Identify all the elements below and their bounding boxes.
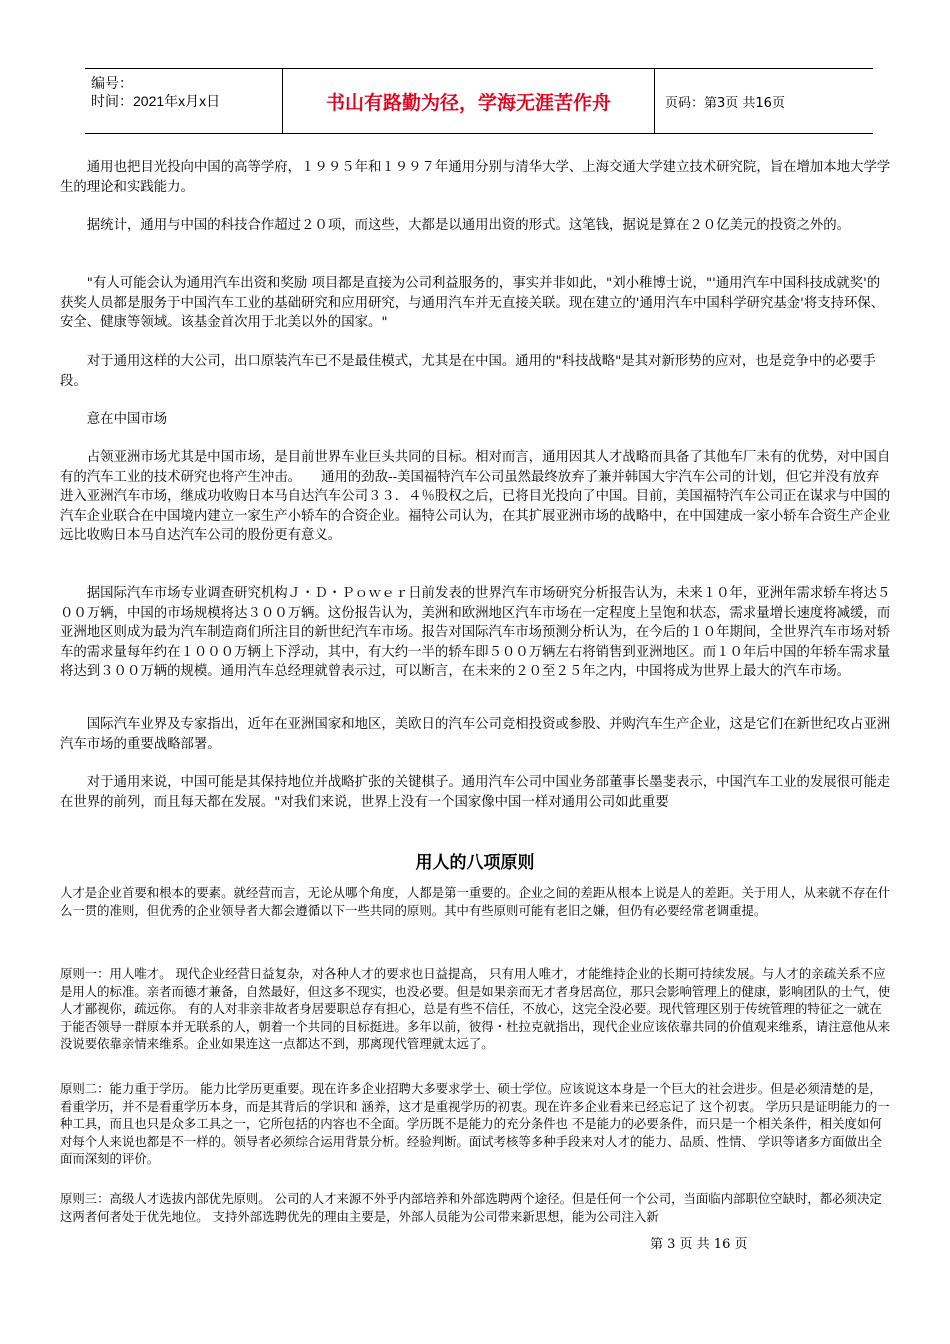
principle-two: 原则二：能力重于学历。 能力比学历更重要。现在许多企业招聘大多要求学士、硕士学位。应该说这本身是一个巨大的社会进步。但是必须清楚的是，看重学历，并不是看重学历本身，而是其背后的学识和 涵养，这才是重视学历的初衷。现在许多企业看来已经忘记了 这个初衷。 学历只是证明能力的一种工具，而且也只是众多工具之一，它所包括的内容也不全面。学历既不是能力的充分条件也 不是能力的必要条件，而只是一个相关条件，相关度如何对每个人来说也都是不一样的。领导者必须综合运用背景分析。经验判断。面试考核等多种手段来对人才的能力、品质、性情、 学识等诸多方面做出全面而深刻的评价。 bbox=[60, 1081, 890, 1166]
header-page-info: 页码：第3页 共16页 bbox=[665, 95, 785, 111]
paragraph-5: 占领亚洲市场尤其是中国市场，是目前世界车业巨头共同的目标。相对而言，通用因其人才战略而具备了其他车厂未有的优势，对中国自有的汽车工业的技术研究也将产生冲击。 通用的劲敌--美国福特汽车公司虽然最终放弃了兼并韩国大宇汽车公司的计划，但它并没有放弃进入亚洲汽车市场，继成功收购日本马自达汽车公司３３．４％股权之后，已将目光投向了中国。目前，美国福特汽车公司正在谋求与中国的汽车企业联合在中国境内建立一家生产小轿车的合资企业。福特公司认为，在其扩展亚洲市场的战略中，在中国建成一家小轿车合资生产企业远比收购日本马自达汽车公司的股份更有意义。 bbox=[60, 450, 891, 543]
paragraph-3: "有人可能会认为通用汽车出资和奖励 项目都是直接为公司利益服务的，事实并非如此，"刘小稚博士说，"'通用汽车中国科技成就奖'的获奖人员都是服务于中国汽车工业的基础研究和应用研究，与通用汽车并无直接关联。现在建立的'通用汽车中国科学研究基金'将支持环保、安全、健康等领域。该基金首次用于北美以外的国家。" bbox=[60, 276, 885, 330]
section-title: 用人的八项原则 bbox=[415, 853, 535, 873]
paragraph-2: 据统计，通用与中国的科技合作超过２０项，而这些，大都是以通用出资的形式。这笔钱，据说是算在２０亿美元的投资之外的。 bbox=[86, 218, 851, 233]
header-number-label: 编号： bbox=[91, 75, 133, 91]
header-time-label: 时间：2021年x月x日 bbox=[91, 93, 221, 109]
paragraph-1: 通用也把目光投向中国的高等学府，１９９５年和１９９７年通用分别与清华大学、上海交通大学建立技术研究院，旨在增加本地大学学生的理论和实践能力。 bbox=[60, 160, 891, 195]
page-header bbox=[85, 68, 873, 134]
header-motto: 书山有路勤为径，学海无涯苦作舟 bbox=[282, 69, 655, 133]
subheading-china-market: 意在中国市场 bbox=[86, 412, 168, 427]
principle-three: 原则三：高级人才选拔内部优先原则。 公司的人才来源不外乎内部培养和外部选聘两个途径。但是任何一个公司，当面临内部职位空缺时，都必须决定这两者何者处于优先地位。 支持外部选聘优先的理由主要是，外部人员能为公司带来新思想，能为公司注入新 bbox=[60, 1191, 882, 1224]
paragraph-4: 对于通用这样的大公司，出口原装汽车已不是最佳模式，尤其是在中国。通用的"科技战略"是其对新形势的应对，也是竞争中的必要手段。 bbox=[60, 354, 876, 389]
header-meta bbox=[85, 69, 282, 133]
principles-intro: 人才是企业首要和根本的要素。就经营而言，无论从哪个角度，人都是第一重要的。企业之间的差距从根本上说是人的差距。关于用人，从来就不存在什么一贯的准则，但优秀的企业领导者大都会遵循以下一些共同的原则。其中有些原则可能有老旧之嫌，但仍有必要经常老调重提。 bbox=[60, 885, 891, 918]
principle-one: 原则一：用人唯才。 现代企业经营日益复杂，对各种人才的要求也日益提高， 只有用人唯才，才能维持企业的长期可持续发展。与人才的亲疏关系不应是用人的标准。亲者而德才兼备，自然最好，但这多不现实，也没必要。但是如果亲而无才者身居高位，那只会影响管理上的健康，影响团队的士气，使人才鄙视你，疏远你。 有的人对非亲非故者身居要职总存有担心，总是有些不信任，不放心，这完全没必要。现代管理区别于传统管理的特征之一就在于能否领导一群原本并无联系的人，朝着一个共同的目标挺进。多年以前，彼得・杜拉克就指出，现代企业应该依靠共同的价值观来维系，请注意他从来没说要依靠亲情来维系。企业如果连这一点都达不到，那离现代管理就太远了。 bbox=[60, 966, 891, 1051]
paragraph-8: 对于通用来说，中国可能是其保持地位并战略扩张的关键棋子。通用汽车公司中国业务部董事长墨斐表示，中国汽车工业的发展很可能走在世界的前列，而且每天都在发展。"对我们来说，世界上没有一个国家像中国一样对通用公司如此重要 bbox=[60, 775, 891, 810]
page-footer: 第 3 页 共 16 页 bbox=[650, 1237, 748, 1252]
paragraph-7: 国际汽车业界及专家指出，近年在亚洲国家和地区，美欧日的汽车公司竞相投资或参股、并购汽车生产企业，这是它们在新世纪攻占亚洲汽车市场的重要战略部署。 bbox=[60, 717, 891, 752]
paragraph-6: 据国际汽车市场专业调查研究机构Ｊ・Ｄ・Ｐｏｗｅｒ日前发表的世界汽车市场研究分析报告认为，未来１０年，亚洲年需求轿车将达５００万辆，中国的市场规模将达３００万辆。这份报告认为，美洲和欧洲地区汽车市场在一定程度上呈饱和状态，需求量增长速度将减缓，而亚洲地区则成为最为汽车制造商们所注目的新世纪汽车市场。报告对国际汽车市场预测分析认为，在今后的１０年期间，全世界汽车市场对轿车的需求量每年约在１０００万辆上下浮动，其中，有大约一半的轿车即５００万辆左右将销售到亚洲地区。而１０年后中国的年轿车需求量将达到３００万辆的规模。通用汽车总经理就曾表示过，可以断言，在未来的２０至２５年之内，中国将成为世界上最大的汽车市场。 bbox=[60, 586, 891, 679]
